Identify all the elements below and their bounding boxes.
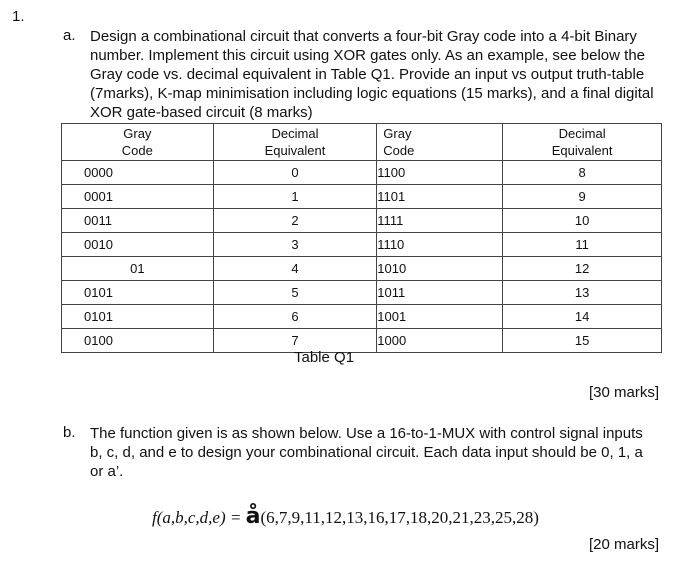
table-cell: 0 — [213, 161, 377, 185]
part-a-line: Design a combinational circuit that converts a four-bit Gray code into a 4-bit Binary — [90, 28, 637, 45]
formula-lhs: f(a,b,c,d,e) = — [152, 508, 246, 527]
table-caption: Table Q1 — [294, 349, 355, 366]
table-row — [62, 209, 662, 233]
table-cell: 0001 — [62, 185, 214, 209]
part-b-marks: [20 marks] — [589, 536, 660, 553]
table-cell: 2 — [213, 209, 377, 233]
table-cell: 1100 — [377, 161, 503, 185]
table-cell: 11 — [503, 233, 662, 257]
part-b-label: b. — [63, 424, 76, 441]
table-cell: 0000 — [62, 161, 214, 185]
part-a-line: Gray code vs. decimal equivalent in Table Q1. Provide an input vs output truth-table — [90, 66, 645, 83]
table-cell: 12 — [503, 257, 662, 281]
header-decimal-equivalent-1: Decimal Equivalent — [213, 124, 377, 161]
table-cell: 7 — [213, 329, 377, 353]
part-a-line: XOR gate-based circuit (8 marks) — [90, 104, 313, 121]
table-cell: 0100 — [62, 329, 214, 353]
header-decimal-equivalent-2: Decimal Equivalent — [503, 124, 662, 161]
function-formula — [152, 504, 539, 529]
table-cell: 1101 — [377, 185, 503, 209]
sum-symbol: å — [245, 504, 261, 529]
part-b-line: or a’. — [90, 463, 124, 480]
part-b-line: The function given is as shown below. Use a 16-to-1-MUX with control signal inputs — [90, 425, 643, 442]
table-cell: 4 — [213, 257, 377, 281]
header-gray-code-1: Gray Code — [62, 124, 214, 161]
table-cell: 15 — [503, 329, 662, 353]
table-cell: 0101 — [62, 305, 214, 329]
question-number: 1. — [12, 8, 25, 25]
table-row — [62, 185, 662, 209]
table-cell: 1 — [213, 185, 377, 209]
part-b-line: b, c, d, and e to design your combinational circuit. Each data input should be 0, 1, a — [90, 444, 643, 461]
table-cell: 0101 — [62, 281, 214, 305]
table-cell: 01 — [62, 257, 214, 281]
part-a-line: number. Implement this circuit using XOR gates only. As an example, see below the — [90, 47, 645, 64]
table-cell: 0011 — [62, 209, 214, 233]
table-row — [62, 161, 662, 185]
part-a-marks: [30 marks] — [589, 384, 660, 401]
table-row — [62, 329, 662, 353]
table-cell: 3 — [213, 233, 377, 257]
table-cell: 1110 — [377, 233, 503, 257]
table-header-row — [62, 124, 662, 161]
part-a-label: a. — [63, 27, 76, 44]
table-cell: 1010 — [377, 257, 503, 281]
table-row — [62, 233, 662, 257]
table-cell: 8 — [503, 161, 662, 185]
header-gray-code-2: Gray Code — [377, 124, 503, 161]
part-a-line: (7marks), K-map minimisation including logic equations (15 marks), and a final digital — [90, 85, 654, 102]
table-cell: 5 — [213, 281, 377, 305]
table-row — [62, 281, 662, 305]
formula-minterms: (6,7,9,11,12,13,16,17,18,20,21,23,25,28) — [260, 508, 539, 527]
part-b-text — [90, 424, 670, 481]
table-cell: 13 — [503, 281, 662, 305]
table-cell: 1000 — [377, 329, 503, 353]
gray-code-table — [61, 123, 662, 353]
table-cell: 1011 — [377, 281, 503, 305]
table-cell: 10 — [503, 209, 662, 233]
table-cell: 14 — [503, 305, 662, 329]
table-cell: 1111 — [377, 209, 503, 233]
part-a-text — [90, 27, 670, 122]
table-cell: 6 — [213, 305, 377, 329]
table-row — [62, 305, 662, 329]
table-cell: 1001 — [377, 305, 503, 329]
table-cell: 0010 — [62, 233, 214, 257]
table-row — [62, 257, 662, 281]
table-cell: 9 — [503, 185, 662, 209]
